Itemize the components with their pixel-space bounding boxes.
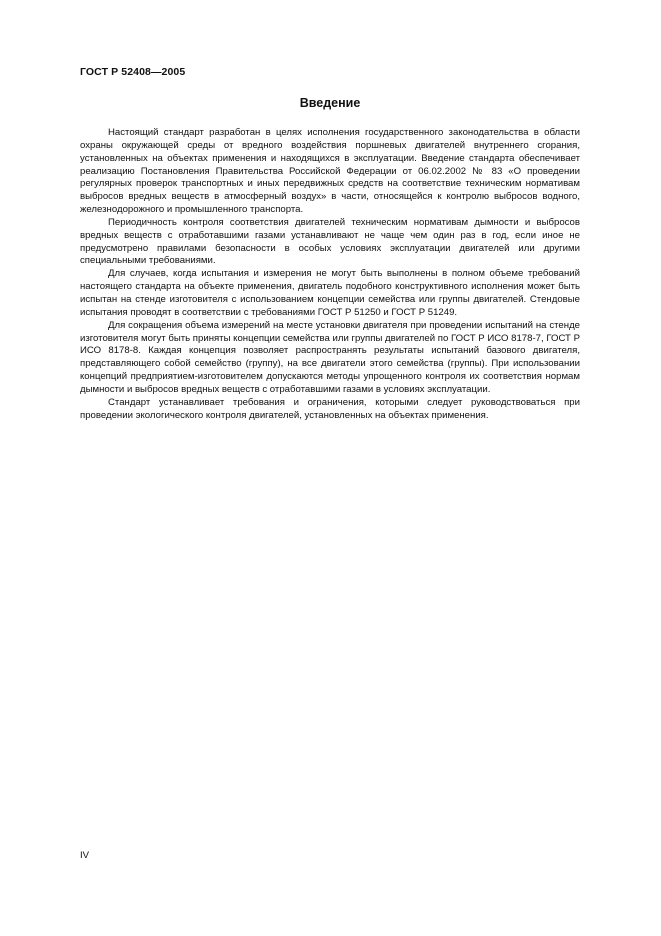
body-text [80,127,580,422]
paragraph: Настоящий стандарт разработан в целях исполнения государственного законодательства в области охраны окружающей среды от вредного воздействия поршневых двигателей внутреннего сгорания, установленных на объектах применения и находящихся в эксплуатации. Введение стандарта обеспечивает реализацию Постановления Правительства Российской Федерации от 06.02.2002 № 83 «О проведении регулярных проверок транспортных и иных передвижных средств на соответствие техническим нормативам выбросов вредных веществ в атмосферный воздух» в части, относящейся к контролю выбросов водного, железнодорожного и промышленного транспорта. [80,127,580,216]
paragraph: Для случаев, когда испытания и измерения не могут быть выполнены в полном объеме требований настоящего стандарта на объекте применения, двигатель подобного конструктивного исполнения может быть испытан на стенде изготовителя с использованием концепции семейства или группы двигателей. Стендовые испытания проводят в соответствии с требованиями ГОСТ Р 51250 и ГОСТ Р 51249. [80,268,580,318]
page-number: IV [80,850,90,861]
paragraph: Для сокращения объема измерений на месте установки двигателя при проведении испытаний на стенде изготовителя могут быть приняты концепции семейства или группы двигателей по ГОСТ Р ИСО 8178-7, ГОСТ Р ИСО 8178-8. Каждая концепция позволяет распространять результаты испытаний базового двигателя, представляющего собой семейство (группу), на все двигатели этого семейства (группы). При использовании концепций предприятием-изготовителем допускаются методы упрощенного контроля их соответствия нормам дымности и выбросов вредных веществ с отработавшими газами в условиях эксплуатации. [80,319,580,395]
section-title: Введение [299,96,361,110]
paragraph: Периодичность контроля соответствия двигателей техническим нормативам дымности и выбросов вредных веществ с отработавшими газами устанавливают не чаще чем один раз в год, если иное не предусмотрено правилами безопасности в особых условиях эксплуатации двигателей или другими специальными требованиями. [80,216,580,267]
paragraph: Стандарт устанавливает требования и ограничения, которыми следует руководствоваться при проведении экологического контроля двигателей, установленных на объектах применения. [80,396,580,421]
document-code: ГОСТ Р 52408—2005 [80,66,186,78]
